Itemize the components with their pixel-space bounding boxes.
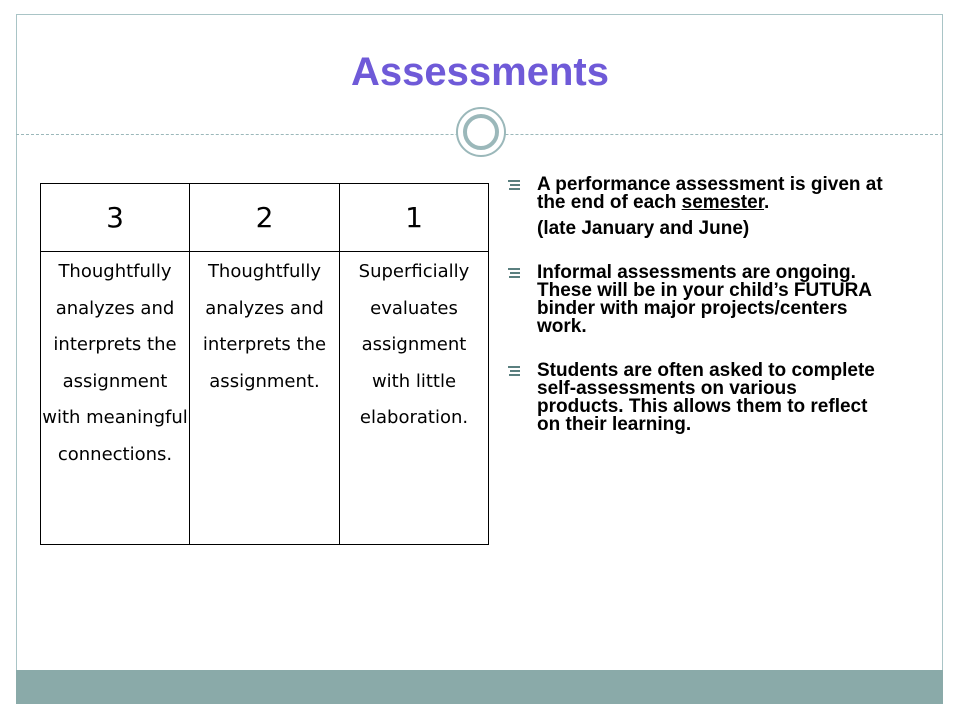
stacked-bars-bullet-icon — [508, 268, 520, 282]
ring-icon — [456, 107, 506, 157]
slide-title: Assessments — [351, 50, 609, 94]
bullet-text: Students are often asked to complete self-assessments on various products. This allows them to reflect on their learning. — [537, 360, 875, 435]
ring-inner — [463, 114, 499, 150]
rubric-score-2: 2 — [190, 184, 340, 252]
bullet-list — [508, 176, 888, 434]
stacked-bars-bullet-icon — [508, 180, 520, 194]
bullet-item-self-assessment — [508, 362, 888, 434]
rubric-description-1: Superficially evaluates assignment with little elaboration. — [340, 252, 489, 545]
semester-underlined: semester — [681, 192, 765, 213]
rubric-description-3: Thoughtfully analyzes and interprets the assignment with meaningful connections. — [41, 252, 190, 545]
rubric-table — [40, 183, 489, 545]
bullet-item-performance — [508, 176, 888, 238]
bullet-text-end: . — [764, 192, 770, 213]
rubric-header-row — [41, 184, 489, 252]
rubric-score-3: 3 — [41, 184, 190, 252]
bullet-text — [537, 176, 888, 212]
bullet-note: (late January and June) — [537, 218, 750, 239]
stacked-bars-bullet-icon — [508, 366, 520, 380]
rubric-description-2: Thoughtfully analyzes and interprets the assignment. — [190, 252, 340, 545]
bullet-item-informal — [508, 264, 888, 336]
bullet-text-part: A performance assessment is given at the end of each — [537, 174, 883, 213]
rubric-description-row — [41, 252, 489, 545]
rubric-score-1: 1 — [340, 184, 489, 252]
bottom-accent-bar — [16, 670, 943, 704]
bullet-text: Informal assessments are ongoing. These will be in your child’s FUTURA binder with major projects/centers work. — [537, 262, 872, 337]
